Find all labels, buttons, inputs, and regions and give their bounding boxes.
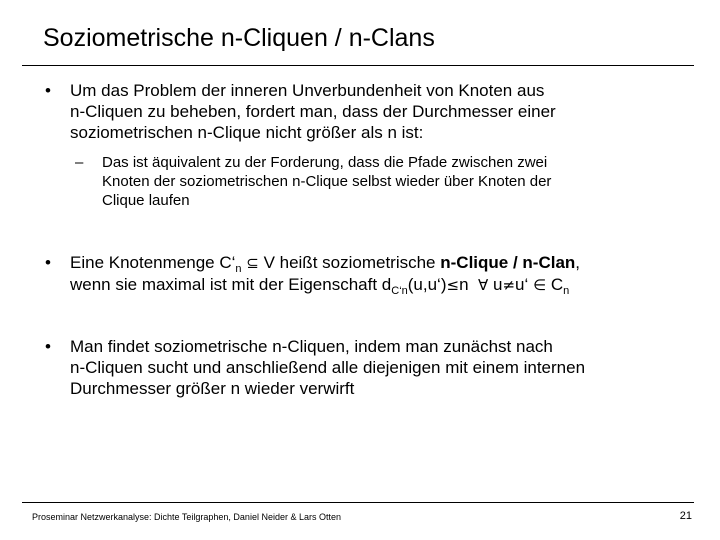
bullet-2-line-2 <box>70 274 580 296</box>
forall-symbol: ∀ <box>478 276 489 294</box>
leq-symbol: ≤ <box>446 276 460 294</box>
bullet-1-line-3: soziometrischen n-Clique nicht größer als n ist: <box>70 123 424 142</box>
title-divider <box>22 65 694 66</box>
b2-bold-term: n-Clique / n-Clan <box>440 253 576 272</box>
b2-text-b: V heißt soziometrische <box>263 253 436 272</box>
sub-bullet-line-1: Das ist äquivalent zu der Forderung, dass die Pfade zwischen zwei <box>102 154 548 171</box>
b2-comma: , <box>575 253 581 272</box>
b2-text-e: n <box>459 275 469 294</box>
b2-sub-cn: C‘n <box>391 285 408 297</box>
bullet-text-1 <box>70 80 556 143</box>
bullet-text-2 <box>70 252 580 296</box>
bullet-marker-1: • <box>45 81 51 100</box>
bullet-3-line-1: Man findet soziometrische n-Cliquen, indem man zunächst nach <box>70 337 553 356</box>
footer-text: Proseminar Netzwerkanalyse: Dichte Teilgraphen, Daniel Neider & Lars Otten <box>32 512 341 522</box>
bullet-1-line-1: Um das Problem der inneren Unverbundenheit von Knoten aus <box>70 81 545 100</box>
footer-divider <box>22 502 694 503</box>
b2-text-h: C <box>550 275 564 294</box>
b2-sub-n2: n <box>563 285 570 297</box>
bullet-3-line-3: Durchmesser größer n wieder verwirft <box>70 379 355 398</box>
in-symbol: ∈ <box>533 276 547 294</box>
sub-bullet-marker: – <box>75 154 84 171</box>
bullet-marker-2: • <box>45 253 51 272</box>
bullet-marker-3: • <box>45 337 51 356</box>
sub-bullet-text <box>102 153 551 210</box>
b2-text-d: (u,u‘) <box>407 275 447 294</box>
bullet-1-line-2: n-Cliquen zu beheben, fordert man, dass der Durchmesser einer <box>70 102 556 121</box>
sub-bullet-line-2: Knoten der soziometrischen n-Clique selbst wieder über Knoten der <box>102 173 552 190</box>
slide-title: Soziometrische n-Cliquen / n-Clans <box>43 24 435 52</box>
bullet-text-3 <box>70 336 585 399</box>
sub-bullet-line-3: Clique laufen <box>102 192 190 209</box>
page-number: 21 <box>679 510 692 522</box>
b2-text-f: u <box>493 275 503 294</box>
subset-symbol: ⊆ <box>246 254 259 272</box>
b2-sub-n: n <box>235 263 242 275</box>
b2-text-g: u‘ <box>515 275 529 294</box>
bullet-3-line-2: n-Cliquen sucht und anschließend alle diejenigen mit einem internen <box>70 358 586 377</box>
b2-text-c: wenn sie maximal ist mit der Eigenschaft d <box>70 275 392 294</box>
bullet-2-line-1 <box>70 252 580 274</box>
neq-symbol: ≠ <box>502 276 516 294</box>
b2-text-a: Eine Knotenmenge C‘ <box>70 253 236 272</box>
